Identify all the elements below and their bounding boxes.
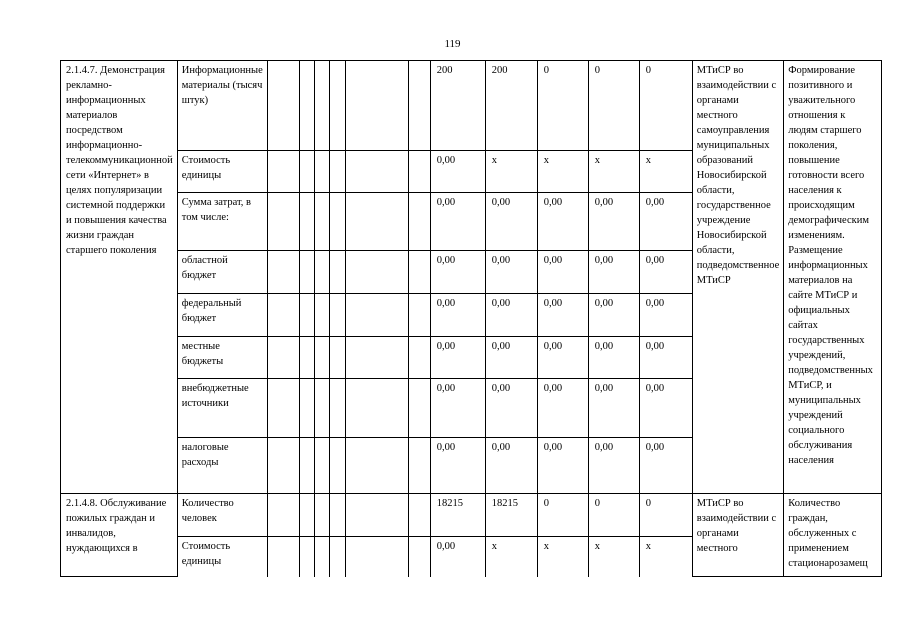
value-cell: 0,00 bbox=[430, 193, 485, 251]
value-cell: 0,00 bbox=[485, 379, 537, 438]
executor: МТиСР во взаимодействии с органами местного самоуправления муниципальных образований Новосибирской области, государственное учреждение Новосибирской области, подведомственное МТиСР bbox=[692, 61, 783, 494]
value-cell: 0,00 bbox=[639, 379, 692, 438]
value-cell: 0 bbox=[588, 61, 639, 151]
value-cell: x bbox=[485, 537, 537, 577]
page-number: 119 bbox=[444, 38, 461, 50]
value-cell: 0,00 bbox=[588, 379, 639, 438]
value-cell: 0,00 bbox=[430, 537, 485, 577]
value-cell: 0 bbox=[537, 494, 588, 537]
table-row bbox=[61, 494, 882, 537]
value-cell: 0,00 bbox=[537, 337, 588, 379]
value-cell: 200 bbox=[485, 61, 537, 151]
executor: МТиСР во взаимодействии с органами местного bbox=[692, 494, 783, 577]
value-cell: 0,00 bbox=[537, 379, 588, 438]
expected-result: Количество граждан, обслуженных с применением стационарозамещ bbox=[784, 494, 882, 577]
value-cell: x bbox=[537, 151, 588, 193]
indicator-name: налоговые расходы bbox=[177, 438, 267, 494]
value-cell: 0,00 bbox=[537, 193, 588, 251]
value-cell: x bbox=[537, 537, 588, 577]
value-cell: 0 bbox=[588, 494, 639, 537]
value-cell: 0,00 bbox=[485, 193, 537, 251]
measure-description: 2.1.4.7. Демонстрация рекламно-информационных материалов посредством информационно-телекоммуникационной сети «Интернет» в целях популяризации системной поддержки и повышения качества жизни граждан старшего поколения bbox=[61, 61, 178, 494]
value-cell: 0,00 bbox=[485, 438, 537, 494]
value-cell: 0,00 bbox=[485, 251, 537, 294]
value-cell: 200 bbox=[430, 61, 485, 151]
value-cell: 0,00 bbox=[485, 337, 537, 379]
value-cell: 0,00 bbox=[639, 337, 692, 379]
indicator-name: внебюджетные источники bbox=[177, 379, 267, 438]
value-cell: 0,00 bbox=[430, 337, 485, 379]
value-cell: 0 bbox=[639, 61, 692, 151]
value-cell: 0,00 bbox=[430, 438, 485, 494]
indicator-name: Информационные материалы (тысяч штук) bbox=[177, 61, 267, 151]
value-cell: x bbox=[485, 151, 537, 193]
value-cell: x bbox=[639, 537, 692, 577]
value-cell: 0,00 bbox=[639, 251, 692, 294]
indicator-name: Стоимость единицы bbox=[177, 151, 267, 193]
indicator-name: Сумма затрат, в том числе: bbox=[177, 193, 267, 251]
value-cell: x bbox=[588, 537, 639, 577]
value-cell: 0,00 bbox=[430, 251, 485, 294]
value-cell: x bbox=[588, 151, 639, 193]
value-cell: 0,00 bbox=[588, 337, 639, 379]
value-cell: x bbox=[639, 151, 692, 193]
value-cell: 0,00 bbox=[588, 193, 639, 251]
indicator-name: Стоимость единицы bbox=[177, 537, 267, 577]
expected-result: Формирование позитивного и уважительного отношения к людям старшего поколения, повышение готовности всего населения к происходящим демографическим изменениям. Размещение информационных материалов на сайте МТиСР и официальных сайтах государственных учреждений, подведомственных МТиСР, и муниципальных учреждений социального обслуживания населения bbox=[784, 61, 882, 494]
value-cell: 0 bbox=[639, 494, 692, 537]
value-cell: 0,00 bbox=[588, 251, 639, 294]
value-cell: 18215 bbox=[485, 494, 537, 537]
value-cell: 0,00 bbox=[430, 151, 485, 193]
value-cell: 0,00 bbox=[485, 294, 537, 337]
value-cell: 0,00 bbox=[639, 438, 692, 494]
value-cell: 0 bbox=[537, 61, 588, 151]
indicator-name: Количество человек bbox=[177, 494, 267, 537]
value-cell: 0,00 bbox=[639, 294, 692, 337]
value-cell: 0,00 bbox=[639, 193, 692, 251]
program-measures-table bbox=[60, 60, 882, 577]
measure-description: 2.1.4.8. Обслуживание пожилых граждан и инвалидов, нуждающихся в bbox=[61, 494, 178, 577]
value-cell: 0,00 bbox=[537, 294, 588, 337]
value-cell: 0,00 bbox=[430, 379, 485, 438]
value-cell: 0,00 bbox=[537, 438, 588, 494]
value-cell: 0,00 bbox=[588, 438, 639, 494]
indicator-name: федеральный бюджет bbox=[177, 294, 267, 337]
value-cell: 18215 bbox=[430, 494, 485, 537]
value-cell: 0,00 bbox=[430, 294, 485, 337]
indicator-name: местные бюджеты bbox=[177, 337, 267, 379]
table-row bbox=[61, 61, 882, 151]
value-cell: 0,00 bbox=[588, 294, 639, 337]
indicator-name: областной бюджет bbox=[177, 251, 267, 294]
value-cell: 0,00 bbox=[537, 251, 588, 294]
